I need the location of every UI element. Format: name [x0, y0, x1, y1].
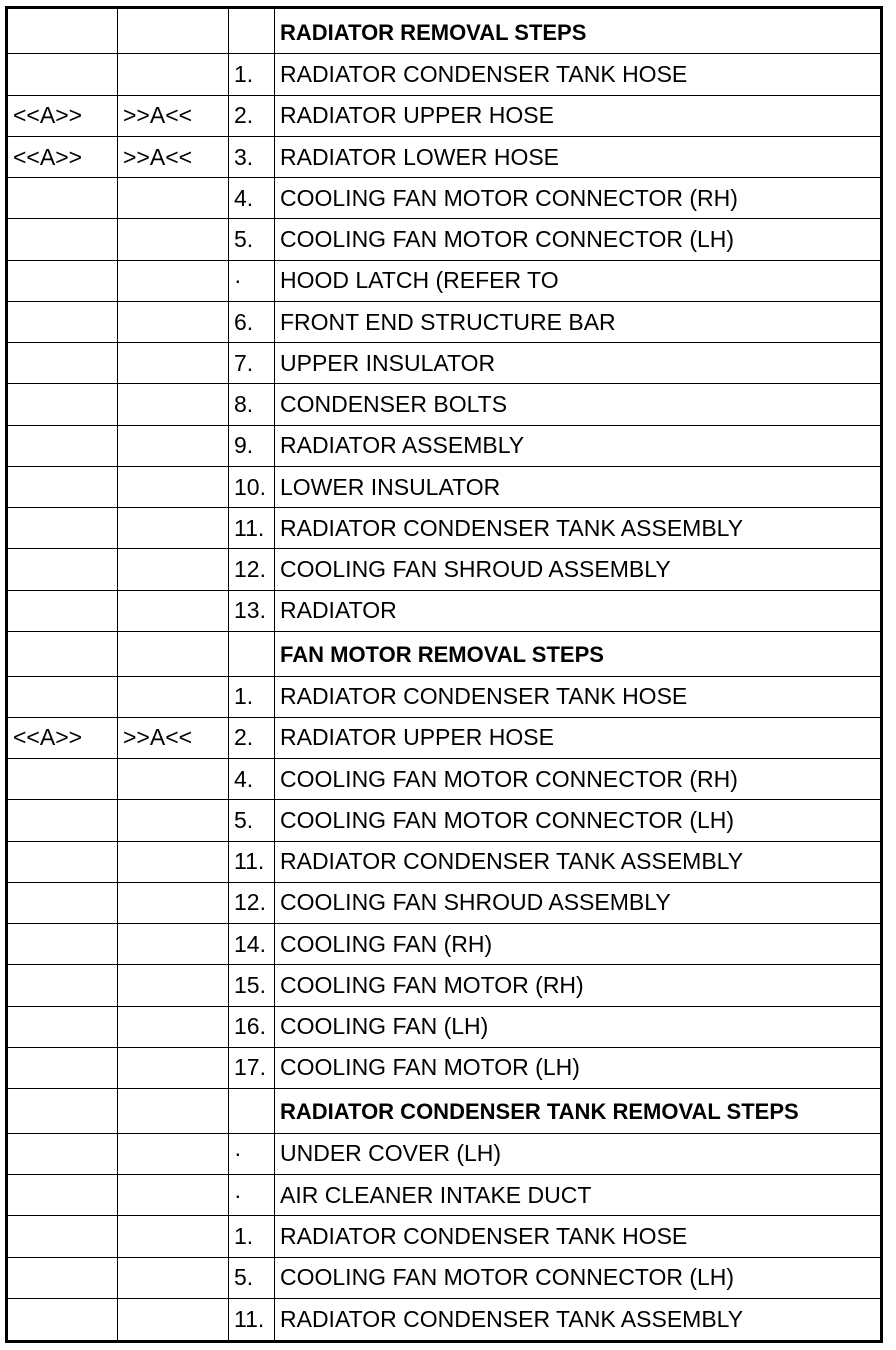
ref-a-cell — [7, 425, 118, 466]
table-row — [7, 759, 882, 800]
step-description-cell: COOLING FAN MOTOR CONNECTOR (LH) — [275, 219, 882, 260]
table-row — [7, 717, 882, 758]
ref-a-cell — [7, 54, 118, 95]
section-title: RADIATOR REMOVAL STEPS — [275, 8, 882, 54]
step-number-cell — [229, 1089, 275, 1134]
ref-a-cell — [7, 1216, 118, 1257]
step-number-cell: · — [229, 1133, 275, 1174]
ref-a-cell — [7, 1133, 118, 1174]
ref-a-cell — [7, 1006, 118, 1047]
step-description-cell: RADIATOR UPPER HOSE — [275, 717, 882, 758]
step-number-cell: · — [229, 1175, 275, 1216]
table-row — [7, 1047, 882, 1088]
table-row — [7, 1298, 882, 1341]
table-row — [7, 95, 882, 136]
step-number-cell: 11. — [229, 1298, 275, 1341]
ref-b-cell — [118, 384, 229, 425]
step-number-cell: 1. — [229, 1216, 275, 1257]
ref-a-cell — [7, 178, 118, 219]
ref-b-cell — [118, 301, 229, 342]
ref-a-cell — [7, 301, 118, 342]
ref-a-cell — [7, 1257, 118, 1298]
ref-b-cell — [118, 882, 229, 923]
ref-a-cell — [7, 1175, 118, 1216]
ref-b-cell — [118, 1175, 229, 1216]
ref-a-cell — [7, 466, 118, 507]
section-title: FAN MOTOR REMOVAL STEPS — [275, 631, 882, 676]
step-number-cell: 8. — [229, 384, 275, 425]
step-description-cell: FRONT END STRUCTURE BAR — [275, 301, 882, 342]
table-row — [7, 1257, 882, 1298]
table-row — [7, 508, 882, 549]
table-row — [7, 178, 882, 219]
ref-a-cell — [7, 260, 118, 301]
ref-a-cell — [7, 631, 118, 676]
ref-a-cell — [7, 800, 118, 841]
ref-a-cell — [7, 590, 118, 631]
step-number-cell: 7. — [229, 343, 275, 384]
section-heading-row — [7, 631, 882, 676]
step-description-cell: UPPER INSULATOR — [275, 343, 882, 384]
ref-b-cell — [118, 800, 229, 841]
ref-b-cell — [118, 965, 229, 1006]
ref-b-cell — [118, 631, 229, 676]
step-number-cell: 13. — [229, 590, 275, 631]
table-row — [7, 590, 882, 631]
step-description-cell: COOLING FAN MOTOR CONNECTOR (RH) — [275, 759, 882, 800]
table-row — [7, 425, 882, 466]
table-row — [7, 841, 882, 882]
step-number-cell: · — [229, 260, 275, 301]
ref-a-cell — [7, 759, 118, 800]
step-description-cell: UNDER COVER (LH) — [275, 1133, 882, 1174]
section-title: RADIATOR CONDENSER TANK REMOVAL STEPS — [275, 1089, 882, 1134]
table-row — [7, 466, 882, 507]
step-number-cell: 12. — [229, 549, 275, 590]
removal-steps-table — [5, 6, 883, 1343]
ref-a-cell — [7, 1047, 118, 1088]
step-number-cell — [229, 8, 275, 54]
table-row — [7, 1006, 882, 1047]
ref-b-cell — [118, 425, 229, 466]
step-description-cell: COOLING FAN MOTOR CONNECTOR (RH) — [275, 178, 882, 219]
ref-a-cell — [7, 384, 118, 425]
table-row — [7, 1175, 882, 1216]
ref-a-cell — [7, 1298, 118, 1341]
step-description-cell: RADIATOR — [275, 590, 882, 631]
step-number-cell: 14. — [229, 924, 275, 965]
ref-a-cell — [7, 549, 118, 590]
step-number-cell: 2. — [229, 95, 275, 136]
step-number-cell: 5. — [229, 800, 275, 841]
ref-b-cell — [118, 1006, 229, 1047]
ref-b-cell — [118, 260, 229, 301]
step-description-cell: COOLING FAN SHROUD ASSEMBLY — [275, 882, 882, 923]
table-row — [7, 136, 882, 177]
step-description-cell: COOLING FAN (RH) — [275, 924, 882, 965]
section-heading-row — [7, 8, 882, 54]
step-number-cell: 5. — [229, 1257, 275, 1298]
table-row — [7, 549, 882, 590]
step-number-cell — [229, 631, 275, 676]
ref-b-cell: >>A<< — [118, 136, 229, 177]
step-description-cell: COOLING FAN MOTOR CONNECTOR (LH) — [275, 1257, 882, 1298]
step-number-cell: 11. — [229, 508, 275, 549]
removal-steps-body — [7, 8, 882, 1342]
step-description-cell: RADIATOR CONDENSER TANK ASSEMBLY — [275, 1298, 882, 1341]
ref-b-cell — [118, 676, 229, 717]
table-row — [7, 1216, 882, 1257]
ref-a-cell — [7, 219, 118, 260]
step-description-cell: COOLING FAN MOTOR (LH) — [275, 1047, 882, 1088]
ref-b-cell — [118, 1089, 229, 1134]
step-number-cell: 17. — [229, 1047, 275, 1088]
step-number-cell: 9. — [229, 425, 275, 466]
step-description-cell: RADIATOR CONDENSER TANK HOSE — [275, 1216, 882, 1257]
ref-a-cell: <<A>> — [7, 717, 118, 758]
step-number-cell: 3. — [229, 136, 275, 177]
ref-b-cell — [118, 178, 229, 219]
step-description-cell: COOLING FAN (LH) — [275, 1006, 882, 1047]
ref-a-cell: <<A>> — [7, 95, 118, 136]
ref-b-cell — [118, 508, 229, 549]
step-number-cell: 1. — [229, 676, 275, 717]
step-number-cell: 10. — [229, 466, 275, 507]
step-description-cell: RADIATOR ASSEMBLY — [275, 425, 882, 466]
step-description-cell: COOLING FAN MOTOR CONNECTOR (LH) — [275, 800, 882, 841]
ref-a-cell — [7, 841, 118, 882]
section-heading-row — [7, 1089, 882, 1134]
table-row — [7, 1133, 882, 1174]
step-description-cell: RADIATOR CONDENSER TANK HOSE — [275, 676, 882, 717]
step-number-cell: 11. — [229, 841, 275, 882]
table-row — [7, 260, 882, 301]
step-number-cell: 15. — [229, 965, 275, 1006]
ref-a-cell — [7, 343, 118, 384]
step-number-cell: 6. — [229, 301, 275, 342]
table-row — [7, 54, 882, 95]
ref-b-cell — [118, 1298, 229, 1341]
ref-b-cell: >>A<< — [118, 717, 229, 758]
table-row — [7, 384, 882, 425]
step-number-cell: 1. — [229, 54, 275, 95]
step-description-cell: LOWER INSULATOR — [275, 466, 882, 507]
table-row — [7, 800, 882, 841]
ref-b-cell — [118, 759, 229, 800]
step-description-cell: CONDENSER BOLTS — [275, 384, 882, 425]
ref-b-cell — [118, 219, 229, 260]
ref-b-cell — [118, 54, 229, 95]
table-row — [7, 965, 882, 1006]
step-number-cell: 5. — [229, 219, 275, 260]
ref-a-cell — [7, 1089, 118, 1134]
table-row — [7, 219, 882, 260]
ref-b-cell — [118, 343, 229, 384]
step-description-cell: COOLING FAN MOTOR (RH) — [275, 965, 882, 1006]
step-description-cell: RADIATOR CONDENSER TANK HOSE — [275, 54, 882, 95]
ref-a-cell — [7, 676, 118, 717]
ref-a-cell — [7, 965, 118, 1006]
ref-b-cell: >>A<< — [118, 95, 229, 136]
ref-b-cell — [118, 549, 229, 590]
ref-a-cell — [7, 924, 118, 965]
ref-b-cell — [118, 8, 229, 54]
step-description-cell: HOOD LATCH (REFER TO — [275, 260, 882, 301]
ref-b-cell — [118, 1133, 229, 1174]
step-number-cell: 2. — [229, 717, 275, 758]
table-row — [7, 301, 882, 342]
ref-b-cell — [118, 924, 229, 965]
ref-a-cell: <<A>> — [7, 136, 118, 177]
step-description-cell: RADIATOR UPPER HOSE — [275, 95, 882, 136]
step-description-cell: COOLING FAN SHROUD ASSEMBLY — [275, 549, 882, 590]
step-number-cell: 12. — [229, 882, 275, 923]
step-number-cell: 4. — [229, 759, 275, 800]
ref-b-cell — [118, 466, 229, 507]
ref-b-cell — [118, 841, 229, 882]
table-row — [7, 676, 882, 717]
ref-a-cell — [7, 508, 118, 549]
ref-b-cell — [118, 1216, 229, 1257]
step-description-cell: RADIATOR CONDENSER TANK ASSEMBLY — [275, 508, 882, 549]
ref-a-cell — [7, 8, 118, 54]
ref-a-cell — [7, 882, 118, 923]
ref-b-cell — [118, 1047, 229, 1088]
table-row — [7, 924, 882, 965]
step-number-cell: 4. — [229, 178, 275, 219]
table-row — [7, 343, 882, 384]
step-number-cell: 16. — [229, 1006, 275, 1047]
step-description-cell: AIR CLEANER INTAKE DUCT — [275, 1175, 882, 1216]
step-description-cell: RADIATOR CONDENSER TANK ASSEMBLY — [275, 841, 882, 882]
ref-b-cell — [118, 1257, 229, 1298]
step-description-cell: RADIATOR LOWER HOSE — [275, 136, 882, 177]
table-row — [7, 882, 882, 923]
ref-b-cell — [118, 590, 229, 631]
